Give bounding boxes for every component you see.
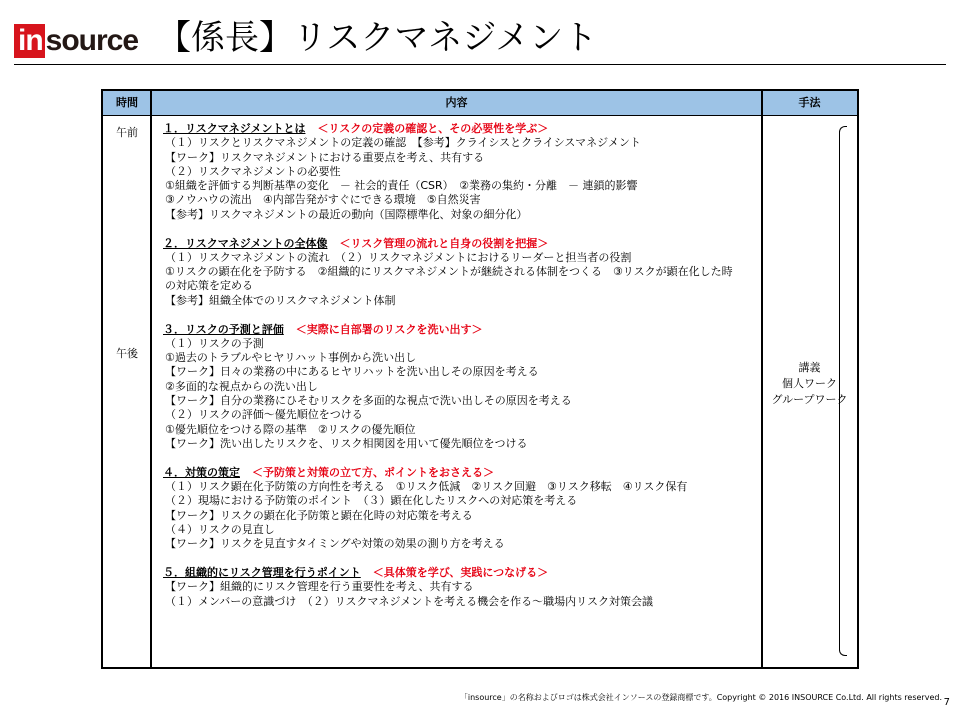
content-line: の対応策を定める	[165, 279, 253, 293]
table-header-row	[103, 91, 857, 116]
content-line: ①リスクの顕在化を予防する ②組織的にリスクマネジメントが継続される体制をつくる ③リスクが顕在化した時	[165, 265, 733, 279]
content-line: ①組織を評価する判断基準の変化 － 社会的責任（CSR） ②業務の集約・分離 － 連鎖的影響	[165, 179, 638, 193]
section-heading: ４．対策の策定	[163, 465, 240, 479]
content-line: 【ワーク】リスクの顕在化予防策と顕在化時の対応策を考える	[165, 508, 473, 522]
content-line: 【ワーク】自分の業務にひそむリスクを多面的な視点で洗い出しその原因を考える	[165, 394, 572, 408]
header-method: 手法	[798, 96, 821, 109]
section-heading-row	[163, 122, 761, 136]
method-list	[762, 360, 857, 408]
section-objective: ＜予防策と対策の立て方、ポイントをおさえる＞	[252, 465, 494, 479]
section-heading-row	[163, 566, 761, 580]
section-gap	[163, 451, 761, 466]
section-heading: １．リスクマネジメントとは	[163, 122, 306, 135]
section-heading-row	[163, 237, 761, 251]
page-number: 7	[943, 697, 950, 708]
method-item: 講義	[798, 361, 821, 374]
content-line: 【ワーク】リスクマネジメントにおける重要点を考え、共有する	[165, 150, 485, 164]
section-objective: ＜リスク管理の流れと自身の役割を把握＞	[339, 236, 549, 250]
page-title: 【係長】リスクマネジメント	[157, 18, 598, 58]
method-item: グループワーク	[771, 393, 848, 406]
content-line: 【参考】リスクマネジメントの最近の動向（国際標準化、対象の細分化）	[165, 207, 528, 221]
content-line: 【参考】組織全体でのリスクマネジメント体制	[165, 293, 396, 307]
header-time: 時間	[116, 96, 138, 109]
time-afternoon: 午後	[116, 347, 138, 360]
section-objective: ＜実際に自部署のリスクを洗い出す＞	[295, 322, 483, 336]
content-line: （１）リスクの予測	[165, 336, 264, 350]
section-heading-row	[163, 466, 761, 480]
content-line: 【ワーク】洗い出したリスクを、リスク相関図を用いて優先順位をつける	[165, 436, 528, 450]
time-morning: 午前	[116, 126, 138, 139]
curriculum-table	[101, 89, 859, 669]
header-content: 内容	[445, 96, 468, 109]
content-line: 【ワーク】組織的にリスク管理を行う重要性を考え、共有する	[165, 580, 474, 594]
content-line: ②多面的な視点からの洗い出し	[165, 379, 318, 393]
method-item: 個人ワーク	[782, 377, 837, 390]
content-line: ①過去のトラブルやヒヤリハット事例から洗い出し	[165, 351, 417, 365]
content-line: （２）現場における予防策のポイント （３）顕在化したリスクへの対応策を考える	[165, 494, 578, 508]
section-heading: ３．リスクの予測と評価	[163, 322, 284, 336]
content-line: （１）リスクマネジメントの流れ （２）リスクマネジメントにおけるリーダーと担当者の役割	[165, 250, 632, 264]
section-heading: ５．組織的にリスク管理を行うポイント	[163, 566, 361, 580]
curriculum-content	[163, 122, 761, 609]
section-heading: ２．リスクマネジメントの全体像	[163, 236, 328, 250]
section-gap	[163, 222, 761, 237]
content-line: ①優先順位をつける際の基準 ②リスクの優先順位	[165, 422, 416, 436]
content-line: （１）リスク顕在化予防策の方向性を考える ①リスク低減 ②リスク回避 ③リスク移転 ④リスク保有	[165, 480, 688, 494]
content-line: （１）リスクとリスクマネジメントの定義の確認 【参考】クライシスとクライシスマネジメント	[165, 136, 641, 150]
copyright-notice: 「insource」の名称およびロゴは株式会社インソースの登録商標です。Copyright © 2016 INSOURCE Co.Ltd. All rights reserved.	[459, 693, 942, 702]
logo-wordmark: source	[45, 24, 139, 57]
header-divider	[14, 64, 946, 65]
insource-logo	[14, 24, 138, 58]
content-line: （２）リスクの評価～優先順位をつける	[165, 408, 363, 422]
content-line: ③ノウハウの流出 ④内部告発がすぐにできる環境 ⑤自然災害	[165, 193, 481, 207]
section-heading-row	[163, 323, 761, 337]
content-line: （４）リスクの見直し	[165, 522, 275, 536]
logo-in-mark: in	[14, 24, 45, 58]
section-gap	[163, 308, 761, 323]
section-objective: ＜具体策を学び、実践につなげる＞	[372, 566, 549, 580]
column-divider-time	[150, 91, 152, 667]
section-objective: ＜リスクの定義の確認と、その必要性を学ぶ＞	[317, 122, 549, 135]
content-line: 【ワーク】日々の業務の中にあるヒヤリハットを洗い出しその原因を考える	[165, 365, 539, 379]
content-line: （１）メンバーの意識づけ （２）リスクマネジメントを考える機会を作る～職場内リスク対策会議	[165, 594, 653, 608]
content-line: 【ワーク】リスクを見直すタイミングや対策の効果の測り方を考える	[165, 537, 505, 551]
section-gap	[163, 552, 761, 567]
content-line: （２）リスクマネジメントの必要性	[165, 164, 341, 178]
